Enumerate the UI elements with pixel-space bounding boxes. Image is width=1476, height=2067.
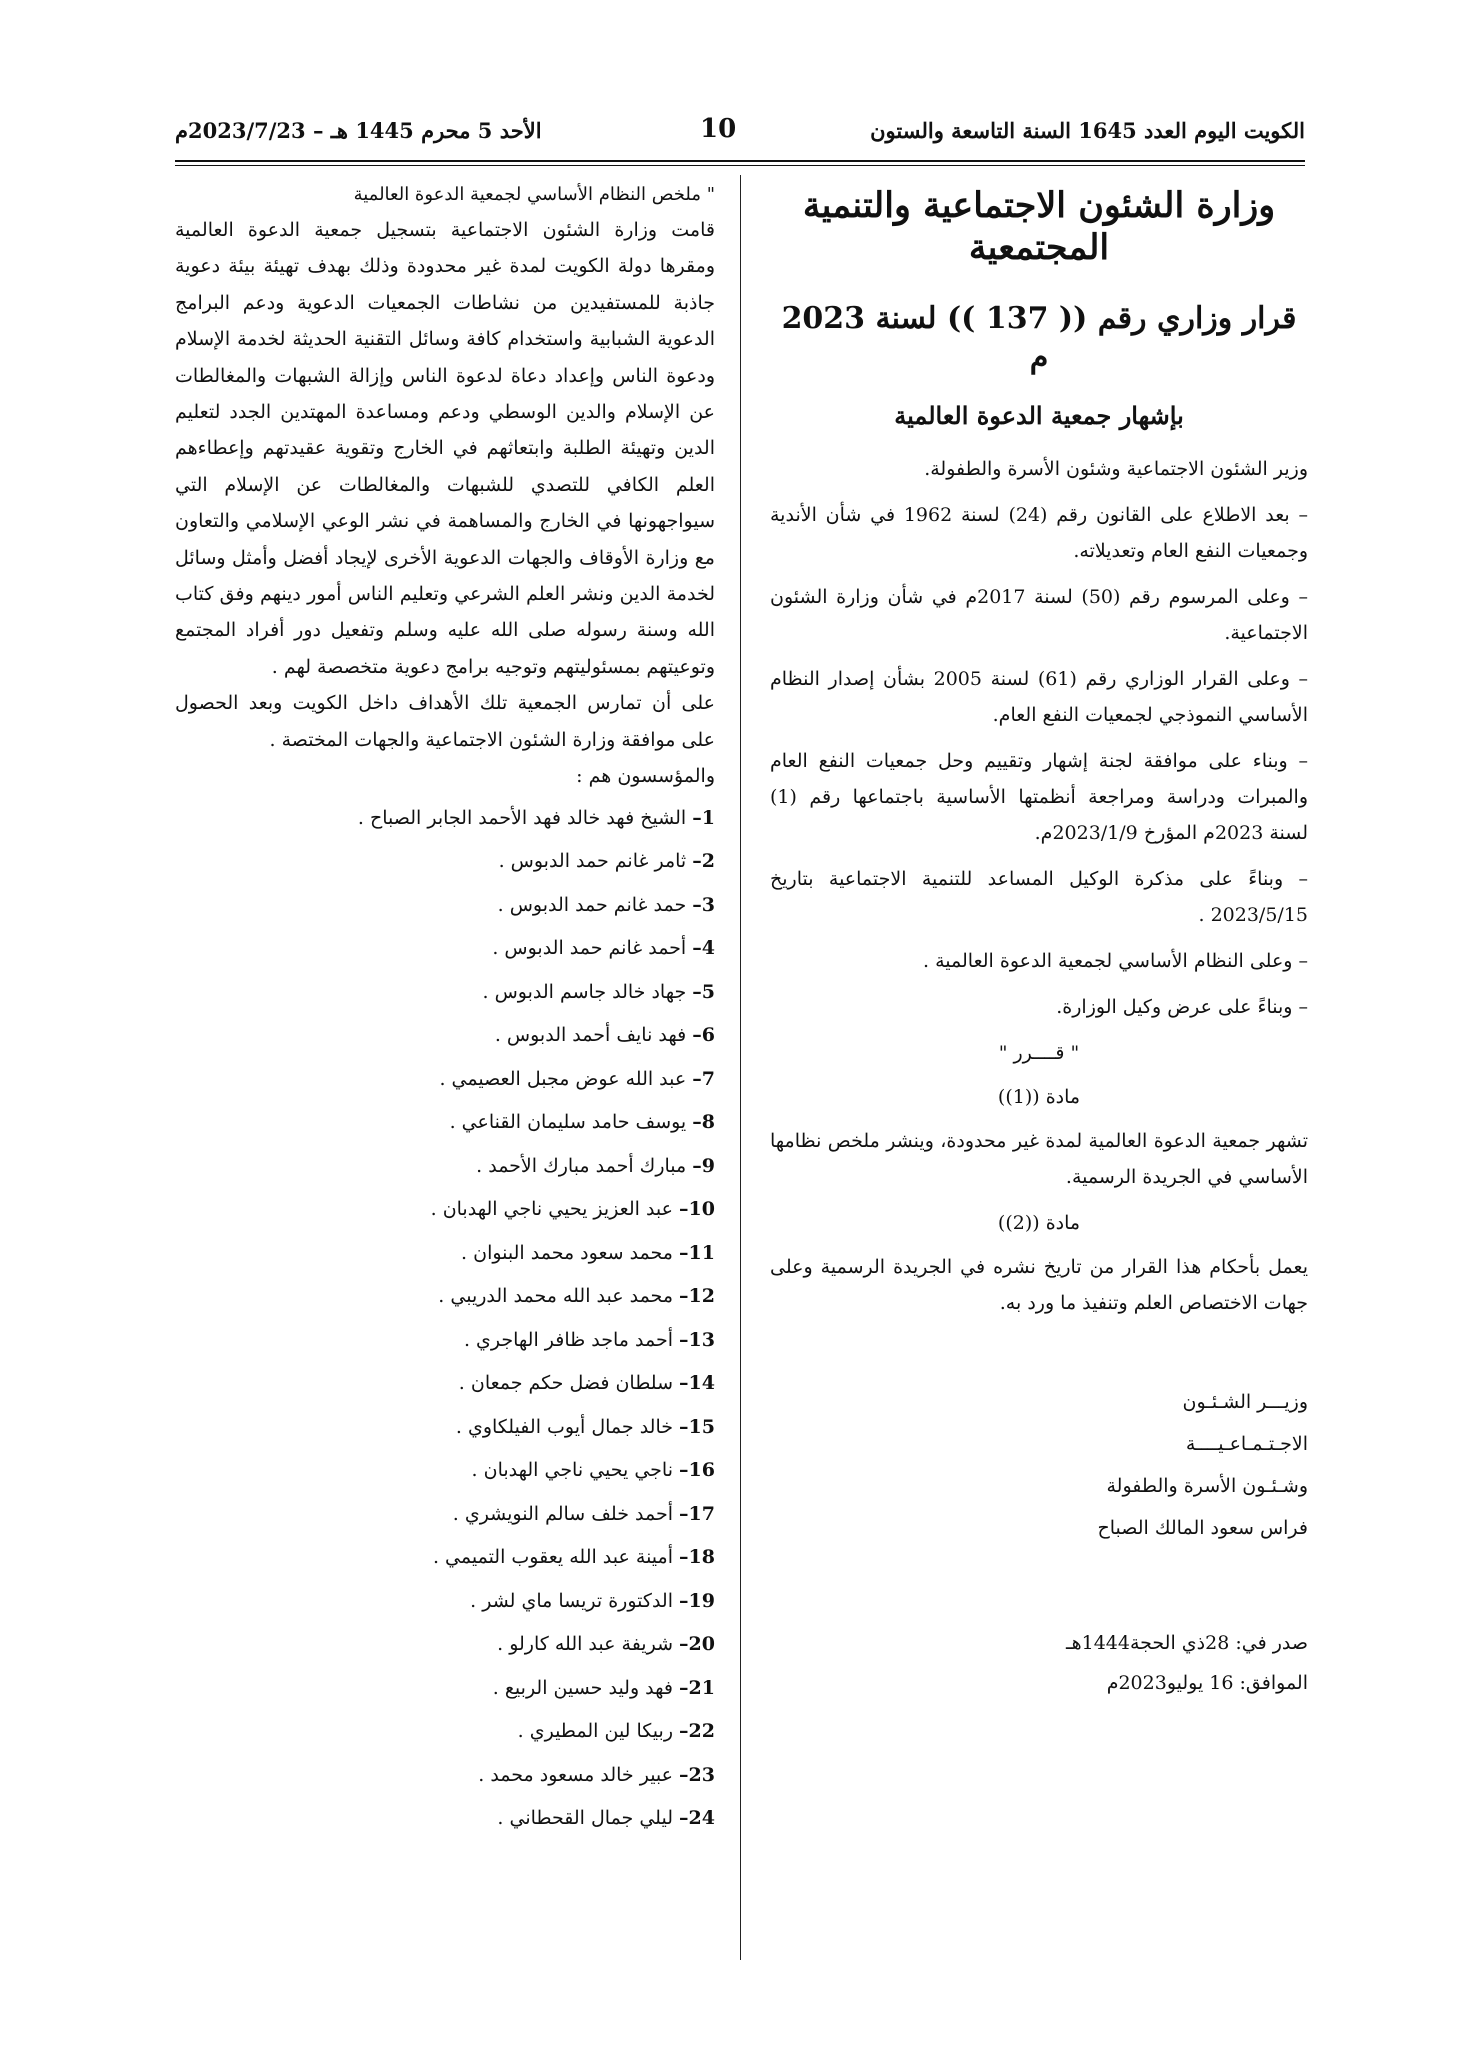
founder-item [175,1623,715,1667]
founder-number: 11– [679,1241,715,1264]
signature-title: وزيـــر الشـئـون الاجـتـمـاعـيــــة [1182,1390,1308,1455]
page-header [175,114,1305,154]
founder-item [175,1188,715,1232]
summary-body: قامت وزارة الشئون الاجتماعية بتسجيل جمعية الدعوة العالمية ومقرها دولة الكويت لمدة غير محدودة وذلك بهدف تهيئة بيئة دعوية جاذبة للمستفيدين من نشاطات الجمعيات الدعوية ودعم البرامج الدعوية الشبابية واستخدام كافة وسائل التقنية الحديثة لخدمة الإسلام ودعوة الناس وإعداد دعاة لدعوة الناس وإزالة الشبهات والمغالطات عن الإسلام والدين الوسطي ودعم ومساعدة المهتدين الجدد لتعليم الدين وتهيئة الطلبة وابتعاثهم في الخارج وتقوية عقيدتهم وإعطاءهم العلم الكافي للتصدي للشبهات والمغالطات عن الإسلام التي سيواجهونها في الخارج والمساهمة في نشر الوعي الإسلامي والتعاون مع وزارة الأوقاف والجهات الدعوية الأخرى لإيجاد أفضل وأمثل وسائل لخدمة الدين ونشر العلم الشرعي وتعليم الناس أمور دينهم وفق كتاب الله وسنة رسوله صلى الله عليه وسلم وتفعيل دور أفراد المجتمع وتوعيتهم بمسئوليتهم وتوجيه برامج دعوية متخصصة لهم . [175,219,715,678]
preamble-clause: – وعلى القرار الوزاري رقم (61) لسنة 2005 بشأن إصدار النظام الأساسي النموذجي لجمعيات النفع العام. [770,667,1308,726]
founder-number: 7– [692,1067,715,1090]
founder-number: 5– [692,980,715,1003]
founder-name: سلطان فضل حكم جمعان . [458,1372,673,1394]
resolved-heading: " قــــرر " [998,1041,1080,1064]
founder-item [175,1232,715,1276]
summary-column [175,180,715,1841]
article-1-text: تشهر جمعية الدعوة العالمية لمدة غير محدودة، وينشر ملخص نظامها الأساسي في الجريدة الرسمية. [770,1129,1308,1188]
founder-item [175,1667,715,1711]
decree-title: قرار وزاري رقم (( 137 )) لسنة 2023 م [781,301,1297,375]
founder-name: يوسف حامد سليمان القناعي . [449,1111,687,1133]
founder-name: ثامر غانم حمد الدبوس . [498,850,687,872]
founder-name: حمد غانم حمد الدبوس . [497,893,687,916]
founder-name: عبير خالد مسعود محمد . [478,1763,673,1786]
founder-item [175,927,715,971]
issue-date-block [770,1623,1308,1703]
founder-item [175,1014,715,1058]
founder-number: 12– [679,1285,715,1307]
founder-name: محمد سعود محمد البنوان . [461,1241,673,1264]
founder-number: 21– [679,1676,715,1699]
ministry-heading: وزارة الشئون الاجتماعية والتنمية المجتمعية [802,185,1276,268]
signature-name: فراس سعود المالك الصباح [1097,1516,1308,1539]
founder-item [175,971,715,1015]
article-2-title: مادة ((2)) [997,1211,1081,1234]
founder-number: 10– [679,1198,715,1220]
founder-number: 19– [679,1589,715,1612]
preamble-clause: – وعلى المرسوم رقم (50) لسنة 2017م في شأن وزارة الشئون الاجتماعية. [770,585,1308,644]
issued-gregorian: الموافق: 16 يوليو2023م [1106,1671,1308,1694]
founder-item [175,1754,715,1798]
issue-info: الكويت اليوم العدد 1645 السنة التاسعة والستون [870,118,1305,143]
founder-name: شريفة عبد الله كارلو . [497,1633,673,1655]
founder-item [175,797,715,841]
summary-title: " ملخص النظام الأساسي لجمعية الدعوة العالمية [353,184,715,205]
founder-item [175,840,715,884]
founder-name: خالد جمال أيوب الفيلكاوي . [455,1415,673,1438]
founder-name: محمد عبد الله محمد الدريبي . [438,1285,673,1307]
founder-item [175,1580,715,1624]
preamble-clause: – وبناءً على عرض وكيل الوزارة. [1056,995,1308,1018]
founder-item [175,1797,715,1841]
founder-number: 8– [692,1111,715,1133]
column-divider [740,175,741,1960]
founders-label: والمؤسسون هم : [576,765,715,788]
founder-item [175,1145,715,1189]
header-rule-thin [175,165,1305,166]
founder-name: فهد نايف أحمد الدبوس . [494,1024,687,1046]
founder-item [175,884,715,928]
founder-name: أمينة عبد الله يعقوب التميمي . [432,1546,673,1568]
founder-item [175,1449,715,1493]
preamble-clause: – بعد الاطلاع على القانون رقم (24) لسنة 1962 في شأن الأندية وجمعيات النفع العام وتعديلاته. [770,503,1308,562]
preamble-minister: وزير الشئون الاجتماعية وشئون الأسرة والطفولة. [924,457,1308,480]
decree-subject: بإشهار جمعية الدعوة العالمية [894,401,1184,430]
founder-number: 23– [679,1763,715,1786]
preamble-clause: – وبناء على موافقة لجنة إشهار وتقييم وحل جمعيات النفع العام والمبرات ودراسة ومراجعة أنظمتها الأساسية باجتماعها رقم (1) لسنة 2023م المؤرخ 2023/1/9م. [770,749,1308,844]
founder-number: 6– [692,1024,715,1046]
founders-list [175,797,715,1841]
founder-item [175,1101,715,1145]
issue-date: الأحد 5 محرم 1445 هـ – 2023/7/23م [175,118,542,143]
founder-name: الدكتورة تريسا ماي لشر . [470,1589,673,1612]
signature-block [1078,1381,1308,1549]
article-2-text: يعمل بأحكام هذا القرار من تاريخ نشره في الجريدة الرسمية وعلى جهات الاختصاص العلم وتنفيذ ما ورد به. [770,1255,1308,1314]
preamble-clause: – وعلى النظام الأساسي لجمعية الدعوة العالمية . [923,949,1308,972]
founder-number: 16– [679,1459,715,1481]
summary-conditions: على أن تمارس الجمعية تلك الأهداف داخل الكويت وبعد الحصول على موافقة وزارة الشئون الاجتماعية والجهات المختصة . [175,692,715,751]
founder-name: عبد العزيز يحيي ناجي الهدبان . [430,1198,673,1220]
preamble-clause: – وبناءً على مذكرة الوكيل المساعد للتنمية الاجتماعية بتاريخ 2023/5/15 . [770,867,1308,926]
signature-title-2: وشـئـون الأسرة والطفولة [1106,1474,1308,1497]
founder-number: 4– [692,937,715,959]
founder-number: 24– [679,1807,715,1829]
founder-number: 18– [679,1546,715,1568]
page-number: 10 [700,114,737,144]
founder-number: 22– [679,1720,715,1742]
founder-item [175,1536,715,1580]
founder-name: أحمد خلف سالم النويشري . [452,1502,673,1525]
article-1-title: مادة ((1)) [997,1085,1081,1108]
founder-name: الشيخ فهد خالد فهد الأحمد الجابر الصباح . [357,806,687,829]
founder-number: 3– [692,893,715,916]
founder-number: 14– [679,1372,715,1394]
founder-number: 9– [692,1154,715,1177]
founder-name: فهد وليد حسين الربيع . [492,1676,673,1699]
founder-number: 2– [692,850,715,872]
founder-name: أحمد غانم حمد الدبوس . [492,937,687,959]
founder-item [175,1710,715,1754]
founder-name: مبارك أحمد مبارك الأحمد . [476,1154,687,1177]
founder-number: 15– [679,1415,715,1438]
decree-column [770,185,1308,1703]
founder-name: جهاد خالد جاسم الدبوس . [482,980,687,1003]
founder-number: 20– [679,1633,715,1655]
founder-item [175,1362,715,1406]
issued-hijri: صدر في: 28ذي الحجة1444هـ [1066,1631,1308,1654]
founder-name: أحمد ماجد ظافر الهاجري . [463,1328,673,1351]
founder-item [175,1058,715,1102]
founder-name: ليلي جمال القحطاني . [497,1807,673,1829]
founder-name: ربيكا لين المطيري . [517,1720,673,1742]
founder-name: ناجي يحيي ناجي الهدبان . [471,1459,673,1481]
founder-number: 17– [679,1502,715,1525]
founder-name: عبد الله عوض مجبل العصيمي . [439,1067,687,1090]
founder-item [175,1493,715,1537]
founder-item [175,1275,715,1319]
founder-number: 13– [679,1328,715,1351]
header-rule [175,160,1305,162]
founder-item [175,1406,715,1450]
founder-item [175,1319,715,1363]
founder-number: 1– [692,806,715,829]
